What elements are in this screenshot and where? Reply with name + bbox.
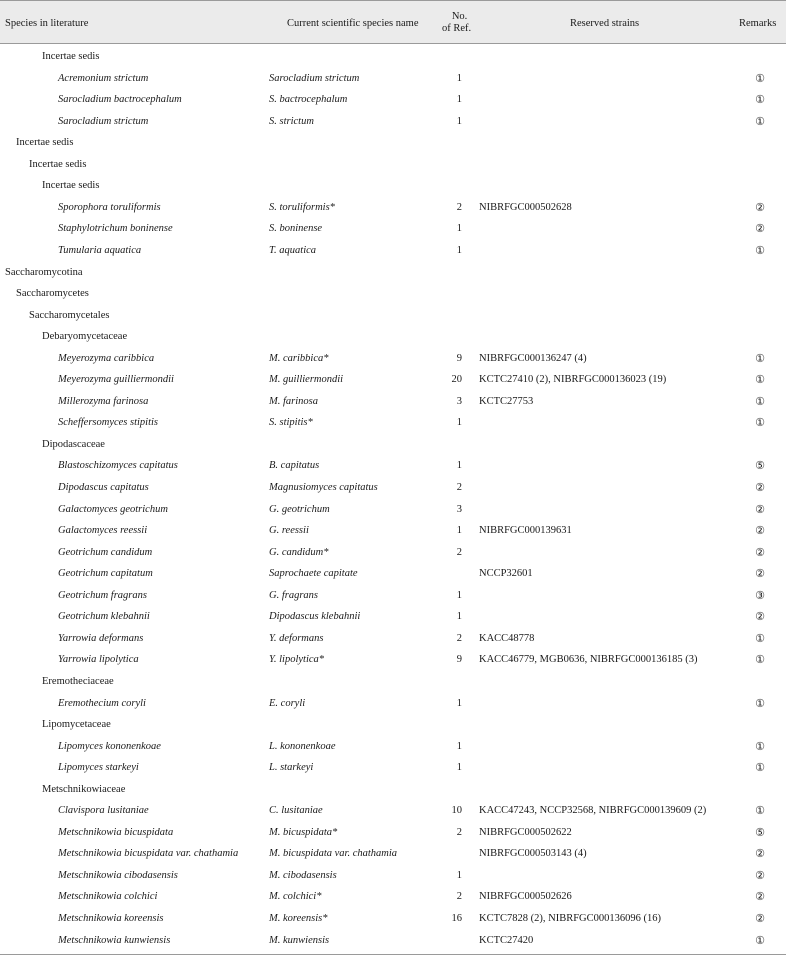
taxon-group-label: Dipodascaceae — [42, 438, 105, 450]
reference-count: 1 — [456, 525, 462, 537]
taxon-group-label: Incertae sedis — [42, 180, 100, 192]
current-species-name: M. bicuspidata var. chathamia — [269, 848, 398, 860]
reference-count: 1 — [456, 72, 462, 84]
remark-symbol: ① — [755, 417, 765, 430]
current-species-name: M. colchici* — [269, 891, 322, 903]
species-literature-name: Meyerozyma guilliermondii — [58, 374, 174, 386]
current-species-name: L. kononenkoae — [269, 740, 336, 752]
species-literature-name: Dipodascus capitatus — [58, 482, 149, 493]
reference-count: 2 — [456, 632, 462, 644]
remark-symbol: ① — [755, 395, 765, 408]
current-species-name: G. geotrichum — [269, 503, 330, 515]
reserved-strains: KCTC27753 — [479, 395, 534, 407]
current-species-name: S. bactrocephalum — [269, 94, 348, 106]
reserved-strains: KCTC27410 (2), NIBRFGC000136023 (19) — [479, 374, 667, 386]
current-species-name: S. toruliformis* — [269, 201, 335, 213]
taxon-group-label: Saccharomycetes — [16, 288, 89, 300]
table-bottom-rule — [0, 954, 786, 955]
species-row — [0, 628, 786, 650]
remark-symbol: ① — [755, 352, 765, 365]
species-row — [0, 908, 786, 930]
reference-count: 3 — [456, 503, 462, 515]
remark-symbol: ① — [755, 934, 765, 947]
current-species-name: M. koreensis* — [269, 913, 328, 924]
species-literature-name: Acremonium strictum — [58, 72, 149, 84]
current-species-name: M. bicuspidata* — [269, 826, 338, 838]
reference-count: 1 — [456, 460, 462, 472]
current-species-name: M. caribbica* — [269, 352, 329, 364]
taxon-group-label: Metschnikowiaceae — [42, 783, 126, 795]
reference-count: 1 — [456, 697, 462, 709]
reference-count: 2 — [456, 891, 462, 903]
species-row — [0, 606, 786, 628]
taxon-group-row — [0, 326, 786, 348]
reference-count: 1 — [456, 115, 462, 127]
current-species-name: C. lusitaniae — [269, 805, 323, 817]
current-species-name: M. cibodasensis — [269, 869, 337, 881]
species-row — [0, 348, 786, 370]
taxon-group-row — [0, 434, 786, 456]
reserved-strains: NIBRFGC000503143 (4) — [479, 848, 587, 860]
species-row — [0, 542, 786, 564]
species-row — [0, 499, 786, 521]
taxon-group-label: Lipomycetaceae — [42, 719, 111, 731]
reference-count: 1 — [456, 244, 462, 256]
remark-symbol: ② — [755, 546, 765, 559]
reserved-strains: NIBRFGC000502626 — [479, 891, 572, 903]
species-literature-name: Galactomyces geotrichum — [58, 503, 168, 515]
remark-symbol: ⑤ — [755, 826, 765, 839]
species-literature-name: Metschnikowia kunwiensis — [58, 934, 171, 946]
species-row — [0, 693, 786, 715]
remark-symbol: ② — [755, 869, 765, 882]
current-species-name: T. aquatica — [269, 244, 317, 256]
species-row — [0, 930, 786, 952]
remark-symbol: ① — [755, 72, 765, 85]
reserved-strains: NIBRFGC000502628 — [479, 201, 572, 213]
current-species-name: G. reessii — [269, 525, 309, 537]
remark-symbol: ① — [755, 632, 765, 645]
taxon-group-label: Debaryomycetaceae — [42, 331, 128, 343]
remark-symbol: ③ — [755, 589, 765, 602]
remark-symbol: ② — [755, 891, 765, 904]
current-species-name: L. starkeyi — [269, 762, 314, 774]
reserved-strains: NIBRFGC000136247 (4) — [479, 352, 587, 364]
header-no-ref — [442, 11, 472, 35]
species-literature-name: Metschnikowia cibodasensis — [58, 869, 178, 881]
reference-count: 1 — [456, 611, 462, 623]
header-remarks: Remarks — [739, 18, 777, 29]
species-literature-name: Blastoschizomyces capitatus — [58, 460, 178, 472]
species-literature-name: Scheffersomyces stipitis — [58, 417, 159, 429]
current-species-name: G. candidum* — [269, 546, 329, 558]
current-species-name: Sarocladium strictum — [269, 72, 360, 84]
species-row — [0, 736, 786, 758]
species-literature-name: Metschnikowia bicuspidata var. chathamia — [58, 848, 239, 860]
current-species-name: Saprochaete capitate — [269, 568, 358, 580]
current-species-name: Y. deformans — [269, 632, 324, 644]
current-species-name: M. kunwiensis — [269, 934, 330, 946]
species-literature-name: Meyerozyma caribbica — [58, 352, 155, 364]
taxon-group-row — [0, 262, 786, 284]
species-literature-name: Yarrowia deformans — [58, 632, 144, 644]
header-reserved-strains: Reserved strains — [570, 18, 640, 29]
taxon-group-label: Saccharomycetales — [29, 309, 110, 321]
reserved-strains: KCTC7828 (2), NIBRFGC000136096 (16) — [479, 913, 662, 924]
remark-symbol: ② — [755, 201, 765, 214]
remark-symbol: ② — [755, 913, 765, 925]
taxon-group-row — [0, 714, 786, 736]
remark-symbol: ② — [755, 568, 765, 581]
remark-symbol: ② — [755, 611, 765, 624]
species-literature-name: Sarocladium bactrocephalum — [58, 94, 182, 106]
reference-count: 2 — [456, 546, 462, 558]
reserved-strains: NIBRFGC000502622 — [479, 826, 572, 838]
species-row — [0, 68, 786, 90]
species-literature-name: Yarrowia lipolytica — [58, 654, 139, 666]
reference-count: 2 — [456, 482, 462, 493]
species-row — [0, 757, 786, 779]
header-no-ref-line2: of Ref. — [442, 23, 472, 34]
current-species-name: E. coryli — [269, 697, 306, 709]
species-row — [0, 455, 786, 477]
reference-count: 1 — [456, 417, 462, 429]
species-row — [0, 843, 786, 865]
taxon-group-label: Incertae sedis — [42, 51, 100, 62]
remark-symbol: ② — [755, 848, 765, 861]
species-literature-name: Clavispora lusitaniae — [58, 805, 149, 817]
species-row — [0, 89, 786, 111]
current-species-name: B. capitatus — [269, 460, 320, 472]
species-row — [0, 649, 786, 671]
reserved-strains: KACC48778 — [479, 632, 535, 644]
species-literature-name: Sporophora toruliformis — [58, 201, 161, 213]
species-literature-name: Geotrichum klebahnii — [58, 611, 150, 623]
remark-symbol: ① — [755, 244, 765, 257]
species-literature-name: Geotrichum fragrans — [58, 589, 147, 601]
header-current-name: Current scientific species name — [287, 18, 419, 29]
current-species-name: Dipodascus klebahnii — [269, 611, 361, 623]
taxon-group-label: Eremotheciaceae — [42, 675, 114, 687]
species-literature-name: Eremothecium coryli — [58, 697, 146, 709]
species-literature-name: Sarocladium strictum — [58, 115, 149, 127]
remark-symbol: ① — [755, 762, 765, 775]
reference-count: 1 — [456, 869, 462, 881]
species-literature-name: Metschnikowia koreensis — [58, 913, 164, 924]
species-row — [0, 240, 786, 262]
remark-symbol: ② — [755, 223, 765, 236]
reference-count: 1 — [456, 740, 462, 752]
taxon-group-row — [0, 305, 786, 327]
taxon-group-row — [0, 283, 786, 305]
species-literature-name: Geotrichum candidum — [58, 546, 153, 558]
reference-count: 2 — [456, 201, 462, 213]
taxon-group-label: Incertae sedis — [29, 158, 87, 170]
species-row — [0, 520, 786, 542]
species-literature-name: Geotrichum capitatum — [58, 568, 153, 580]
reserved-strains: NIBRFGC000139631 — [479, 525, 572, 537]
current-species-name: M. farinosa — [269, 395, 319, 407]
taxon-group-row — [0, 175, 786, 197]
remark-symbol: ① — [755, 697, 765, 710]
reference-count: 10 — [451, 805, 462, 817]
current-species-name: G. fragrans — [269, 589, 319, 601]
reference-count: 1 — [456, 589, 462, 601]
remark-symbol: ① — [755, 740, 765, 753]
species-row — [0, 412, 786, 434]
species-literature-name: Staphylotrichum boninense — [58, 223, 173, 235]
current-species-name: Y. lipolytica* — [269, 654, 325, 666]
remark-symbol: ② — [755, 503, 765, 516]
current-species-name: S. boninense — [269, 223, 323, 235]
species-row — [0, 111, 786, 133]
reference-count: 20 — [451, 374, 462, 386]
remark-symbol: ② — [755, 482, 765, 494]
taxon-group-row — [0, 779, 786, 801]
remark-symbol: ① — [755, 115, 765, 128]
taxon-group-label: Saccharomycotina — [5, 266, 83, 278]
species-row — [0, 391, 786, 413]
reserved-strains: KCTC27420 — [479, 934, 534, 946]
header-no-ref-line1: No. — [451, 11, 468, 22]
reference-count: 2 — [456, 826, 462, 838]
remark-symbol: ① — [755, 805, 765, 818]
taxon-group-row — [0, 46, 786, 68]
remark-symbol: ② — [755, 525, 765, 538]
reserved-strains: KACC47243, NCCP32568, NIBRFGC000139609 (2) — [479, 805, 707, 817]
species-row — [0, 886, 786, 908]
species-row — [0, 585, 786, 607]
current-species-name: Magnusiomyces capitatus — [269, 482, 378, 493]
reserved-strains: NCCP32601 — [479, 568, 533, 580]
reserved-strains: KACC46779, MGB0636, NIBRFGC000136185 (3) — [479, 654, 698, 666]
reference-count: 9 — [456, 352, 462, 364]
reference-count: 3 — [456, 395, 462, 407]
remark-symbol: ① — [755, 374, 765, 387]
current-species-name: S. stipitis* — [269, 417, 313, 429]
species-literature-name: Lipomyces starkeyi — [58, 762, 139, 774]
species-row — [0, 197, 786, 219]
species-row — [0, 865, 786, 887]
reference-count: 16 — [451, 913, 462, 924]
species-row — [0, 563, 786, 585]
species-literature-name: Metschnikowia bicuspidata — [58, 826, 174, 838]
reference-count: 1 — [456, 94, 462, 106]
reference-count: 1 — [456, 762, 462, 774]
header-species-literature: Species in literature — [5, 18, 89, 29]
species-literature-name: Galactomyces reessii — [58, 525, 148, 537]
taxon-group-row — [0, 671, 786, 693]
remark-symbol: ① — [755, 654, 765, 667]
species-literature-name: Metschnikowia colchici — [58, 891, 158, 903]
species-literature-name: Tumularia aquatica — [58, 244, 142, 256]
species-literature-name: Lipomyces kononenkoae — [58, 740, 161, 752]
remark-symbol: ① — [755, 94, 765, 107]
remark-symbol: ⑤ — [755, 460, 765, 473]
species-row — [0, 822, 786, 844]
reference-count: 1 — [456, 223, 462, 235]
reference-count: 9 — [456, 654, 462, 666]
table-header — [0, 0, 786, 44]
species-literature-name: Millerozyma farinosa — [58, 395, 149, 407]
current-species-name: M. guilliermondii — [269, 374, 344, 386]
species-row — [0, 477, 786, 499]
taxon-group-row — [0, 132, 786, 154]
species-row — [0, 218, 786, 240]
species-row — [0, 800, 786, 822]
species-row — [0, 369, 786, 391]
taxon-group-row — [0, 154, 786, 176]
current-species-name: S. strictum — [269, 115, 314, 127]
taxon-group-label: Incertae sedis — [16, 137, 74, 149]
